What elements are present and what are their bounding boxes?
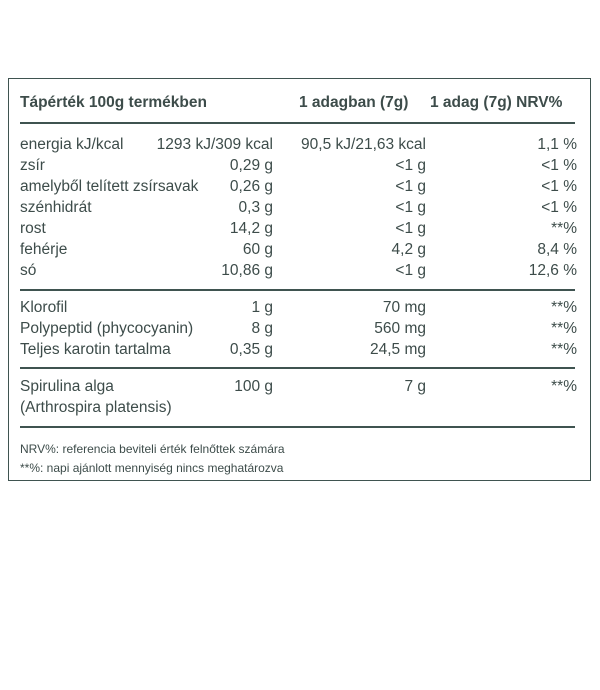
nutrient-serving: 4,2 g: [391, 241, 426, 258]
ingredient-name: Spirulina alga: [20, 378, 114, 395]
nutrient-name: szénhidrát: [20, 199, 92, 216]
nutrient-name: zsír: [20, 157, 45, 174]
nutrient-serving: <1 g: [395, 157, 426, 174]
nutrient-name: só: [20, 262, 37, 279]
nutrient-serving: 90,5 kJ/21,63 kcal: [301, 136, 426, 153]
ingredient-serving: 7 g: [404, 378, 426, 395]
footnote-not-defined: **%: napi ajánlott mennyiség nincs meghatározva: [20, 461, 284, 475]
nutrient-nrv: <1 %: [541, 178, 577, 195]
nutrient-serving: <1 g: [395, 178, 426, 195]
bioactive-per100: 0,35 g: [229, 341, 273, 358]
ingredient-per100: 100 g: [234, 378, 273, 395]
bioactive-per100: 8 g: [251, 320, 273, 337]
nutrient-name: amelyből telített zsírsavak: [20, 178, 199, 195]
bioactive-nrv: **%: [551, 341, 577, 358]
nutrient-nrv: 12,6 %: [528, 262, 577, 279]
bioactive-serving: 24,5 mg: [369, 341, 426, 358]
bioactive-nrv: **%: [551, 299, 577, 316]
ingredient-latin-name: (Arthrospira platensis): [20, 399, 172, 416]
nutrient-serving: <1 g: [395, 199, 426, 216]
col-header-serving: 1 adagban (7g): [299, 94, 409, 111]
nutrient-name: rost: [20, 220, 46, 237]
footer-divider: [20, 426, 575, 428]
bioactive-name: Teljes karotin tartalma: [20, 341, 171, 358]
bioactive-serving: 70 mg: [382, 299, 426, 316]
ingredient-nrv: **%: [551, 378, 577, 395]
nutrient-nrv: **%: [551, 220, 577, 237]
col-header-serving-nrv: 1 adag (7g) NRV%: [430, 94, 563, 111]
nutrient-per100: 0,29 g: [229, 157, 273, 174]
nutrient-per100: 60 g: [242, 241, 273, 258]
nutrient-serving: <1 g: [395, 262, 426, 279]
nutrient-nrv: 8,4 %: [537, 241, 577, 258]
nutrient-nrv: <1 %: [541, 157, 577, 174]
nutrient-per100: 14,2 g: [229, 220, 273, 237]
section-divider: [20, 289, 575, 291]
nutrient-per100: 1293 kJ/309 kcal: [156, 136, 273, 153]
nutrient-per100: 0,3 g: [238, 199, 273, 216]
nutrient-nrv: <1 %: [541, 199, 577, 216]
nutrient-per100: 0,26 g: [229, 178, 273, 195]
footnote-nrv: NRV%: referencia beviteli érték felnőttek számára: [20, 442, 285, 456]
bioactive-name: Klorofil: [20, 299, 68, 316]
bioactive-per100: 1 g: [251, 299, 273, 316]
nutrition-facts-panel: [8, 78, 591, 481]
nutrient-name: fehérje: [20, 241, 68, 258]
nutrient-nrv: 1,1 %: [537, 136, 577, 153]
table-title: Tápérték 100g termékben: [20, 94, 207, 111]
bioactive-nrv: **%: [551, 320, 577, 337]
bioactive-serving: 560 mg: [374, 320, 426, 337]
nutrient-serving: <1 g: [395, 220, 426, 237]
section-divider: [20, 367, 575, 369]
bioactive-name: Polypeptid (phycocyanin): [20, 320, 194, 337]
header-divider: [20, 122, 575, 124]
nutrient-name: energia kJ/kcal: [20, 136, 124, 153]
nutrient-per100: 10,86 g: [221, 262, 273, 279]
